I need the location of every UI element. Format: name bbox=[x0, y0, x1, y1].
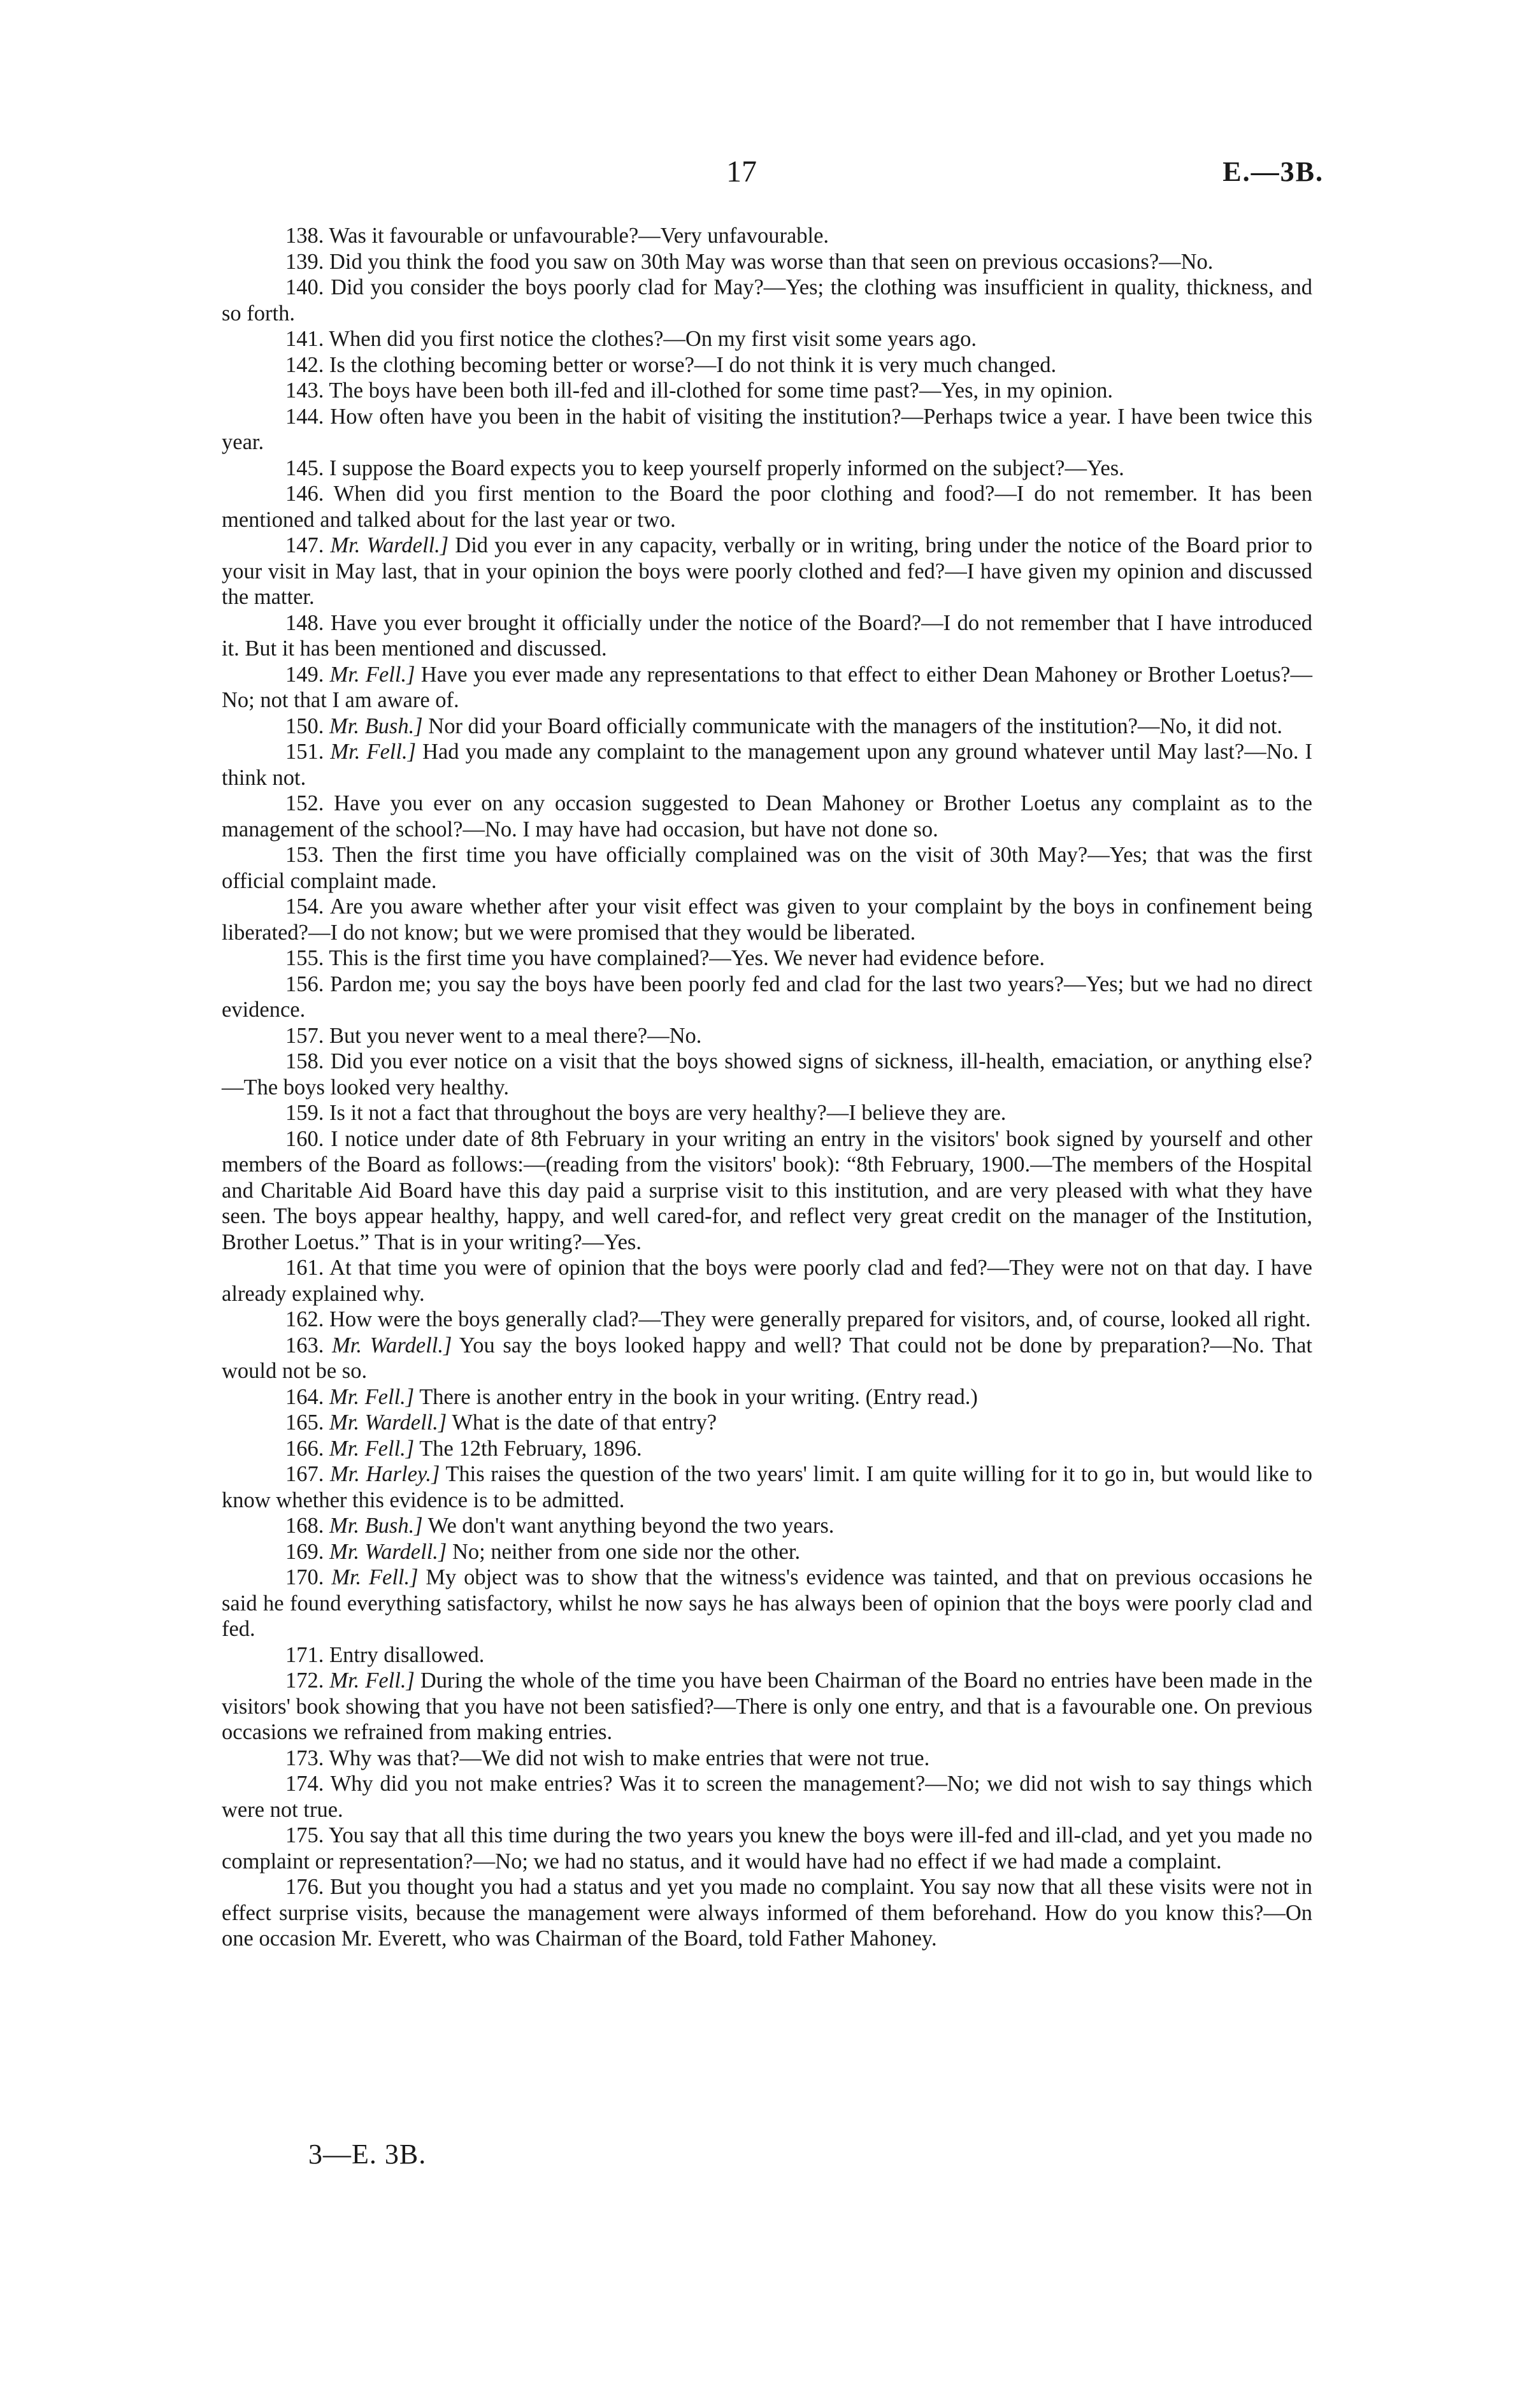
testimony-paragraph bbox=[222, 791, 1312, 842]
paragraph-text: There is another entry in the book in your writing. (Entry read.) bbox=[419, 1384, 978, 1409]
testimony-paragraph bbox=[222, 1668, 1312, 1745]
paragraph-number: 144. bbox=[285, 404, 324, 429]
paragraph-number: 173. bbox=[285, 1745, 324, 1770]
paragraph-text: I notice under date of 8th February in your writing an entry in the visitors' book signed by yourself and other members of the Board as follows:—(reading from the visitors' book): “8th February, 1900.—The members of the Hospital and Charitable Aid Board have this day paid a surprise visit to this institution, and are very pleased with what they have seen. The boys appear healthy, happy, and well cared-for, and reflect very great credit on the manager of the Institution, Brother Loetus.” That is in your writing?—Yes. bbox=[222, 1126, 1313, 1254]
speaker-name: Mr. Fell.] bbox=[331, 1565, 419, 1589]
paragraph-text: The 12th February, 1896. bbox=[419, 1436, 642, 1461]
paragraph-text: This raises the question of the two years' limit. I am quite willing for it to go in, but would like to know whether this evidence is to be admitted. bbox=[222, 1462, 1312, 1512]
paragraph-text: I suppose the Board expects you to keep yourself properly informed on the subject?—Yes. bbox=[329, 455, 1124, 480]
testimony-paragraph bbox=[222, 610, 1312, 662]
testimony-paragraph bbox=[222, 223, 1312, 249]
paragraph-text: When did you first notice the clothes?—On my first visit some years ago. bbox=[329, 327, 977, 351]
testimony-paragraph bbox=[222, 1126, 1312, 1256]
testimony-paragraph bbox=[222, 1023, 1312, 1049]
testimony-paragraph bbox=[222, 739, 1312, 791]
paragraph-text: Nor did your Board officially communicate with the managers of the institution?—No, it did not. bbox=[428, 713, 1283, 738]
testimony-paragraph bbox=[222, 1333, 1312, 1384]
paragraph-number: 159. bbox=[285, 1101, 324, 1125]
paragraph-text: During the whole of the time you have been Chairman of the Board no entries have been made in the visitors' book showing that you have not been satisfied?—There is only one entry, and that is a favourable one. On previous occasions we refrained from making entries. bbox=[222, 1668, 1313, 1744]
speaker-name: Mr. Fell.] bbox=[330, 740, 417, 764]
paragraph-text: Pardon me; you say the boys have been poorly fed and clad for the last two years?—Yes; but we had no direct evidence. bbox=[222, 971, 1313, 1022]
testimony-paragraph bbox=[222, 481, 1312, 533]
paragraph-number: 154. bbox=[285, 894, 324, 919]
testimony-paragraph bbox=[222, 1436, 1312, 1462]
speaker-name: Mr. Bush.] bbox=[329, 713, 423, 738]
paragraph-text: Why did you not make entries? Was it to screen the management?—No; we did not wish to say things which were not true. bbox=[222, 1772, 1312, 1822]
paragraph-text: Have you ever made any representations to that effect to either Dean Mahoney or Brother Loetus?—No; not that I am aware of. bbox=[222, 662, 1312, 712]
paragraph-number: 150. bbox=[285, 713, 324, 738]
paragraph-number: 155. bbox=[285, 946, 324, 970]
document-reference: E.—3B. bbox=[1222, 156, 1324, 187]
paragraph-text: This is the first time you have complained?—Yes. We never had evidence before. bbox=[329, 946, 1045, 970]
paragraph-number: 148. bbox=[285, 610, 324, 635]
testimony-paragraph bbox=[222, 249, 1312, 275]
paragraph-number: 152. bbox=[285, 791, 324, 815]
speaker-name: Mr. Wardell.] bbox=[332, 1333, 452, 1358]
testimony-paragraph bbox=[222, 1049, 1312, 1100]
speaker-name: Mr. Fell.] bbox=[329, 1668, 415, 1693]
paragraph-number: 149. bbox=[285, 662, 324, 687]
speaker-name: Mr. Bush.] bbox=[329, 1514, 423, 1538]
paragraph-text: But you never went to a meal there?—No. bbox=[329, 1023, 702, 1048]
speaker-name: Mr. Fell.] bbox=[329, 1384, 415, 1409]
paragraph-text: Have you ever brought it officially under the notice of the Board?—I do not remember that I have introduced it. But it has been mentioned and discussed. bbox=[222, 610, 1312, 661]
speaker-name: Mr. Wardell.] bbox=[329, 1410, 447, 1435]
paragraph-text: But you thought you had a status and yet you made no complaint. You say now that all these visits were not in effect surprise visits, because the management were always informed of them beforehand. How do you know this?—On one occasion Mr. Everett, who was Chairman of the Board, told Father Mahoney. bbox=[222, 1875, 1312, 1951]
sheet-signature: 3—E. 3B. bbox=[308, 2139, 427, 2170]
paragraph-number: 167. bbox=[285, 1462, 324, 1486]
paragraph-number: 146. bbox=[285, 482, 324, 506]
testimony-paragraph bbox=[222, 1565, 1312, 1642]
paragraph-text: The boys have been both ill-fed and ill-clothed for some time past?—Yes, in my opinion. bbox=[329, 378, 1113, 403]
paragraph-text: How were the boys generally clad?—They were generally prepared for visitors, and, of course, looked all right. bbox=[329, 1307, 1311, 1331]
page-header bbox=[0, 153, 1520, 204]
testimony-paragraph bbox=[222, 1307, 1312, 1333]
paragraph-number: 164. bbox=[285, 1384, 324, 1409]
paragraph-text: Did you ever notice on a visit that the boys showed signs of sickness, ill-health, emaciation, or anything else?—The boys looked very healthy. bbox=[222, 1049, 1312, 1100]
paragraph-number: 166. bbox=[285, 1436, 324, 1461]
paragraph-number: 170. bbox=[285, 1565, 324, 1589]
testimony-paragraph bbox=[222, 455, 1312, 482]
paragraph-text: Why was that?—We did not wish to make entries that were not true. bbox=[329, 1745, 930, 1770]
paragraph-text: Then the first time you have officially complained was on the visit of 30th May?—Yes; that was the first official complaint made. bbox=[222, 843, 1312, 893]
paragraph-number: 174. bbox=[285, 1772, 324, 1796]
testimony-paragraph bbox=[222, 842, 1312, 894]
paragraph-text: Had you made any complaint to the management upon any ground whatever until May last?—No. I think not. bbox=[222, 740, 1313, 790]
paragraph-text: Did you think the food you saw on 30th May was worse than that seen on previous occasions?—No. bbox=[329, 249, 1214, 274]
paragraph-number: 157. bbox=[285, 1023, 324, 1048]
testimony-paragraph bbox=[222, 1642, 1312, 1668]
paragraph-text: My object was to show that the witness's evidence was tainted, and that on previous occasions he said he found everything satisfactory, whilst he now says he has always been of opinion that the boys were poorly clad and fed. bbox=[222, 1565, 1313, 1641]
paragraph-text: Did you ever in any capacity, verbally or in writing, bring under the notice of the Board prior to your visit in May last, that in your opinion the boys were poorly clothed and fed?—I have given my opinion and discussed the matter. bbox=[222, 533, 1312, 609]
paragraph-number: 163. bbox=[285, 1333, 324, 1358]
paragraph-text: No; neither from one side nor the other. bbox=[452, 1539, 801, 1564]
testimony-paragraph bbox=[222, 713, 1312, 740]
paragraph-text: Did you consider the boys poorly clad for May?—Yes; the clothing was insufficient in quality, thickness, and so forth. bbox=[222, 275, 1313, 326]
paragraph-text: Have you ever on any occasion suggested to Dean Mahoney or Brother Loetus any complaint as to the management of the school?—No. I may have had occasion, but have not done so. bbox=[222, 791, 1312, 842]
paragraph-number: 169. bbox=[285, 1539, 324, 1564]
testimony-paragraph bbox=[222, 1384, 1312, 1410]
paragraph-number: 168. bbox=[285, 1514, 324, 1538]
paragraph-number: 143. bbox=[285, 378, 324, 403]
testimony-paragraph bbox=[222, 1823, 1312, 1874]
paragraph-text: Entry disallowed. bbox=[329, 1642, 485, 1667]
paragraph-number: 162. bbox=[285, 1307, 324, 1331]
paragraph-text: Is the clothing becoming better or worse?—I do not think it is very much changed. bbox=[329, 352, 1057, 377]
testimony-paragraph bbox=[222, 352, 1312, 378]
testimony-paragraph bbox=[222, 1410, 1312, 1436]
paragraph-text: You say that all this time during the two years you knew the boys were ill-fed and ill-clad, and yet you made no complaint or representation?—No; we had no status, and it would have had no effect if we had made a complaint. bbox=[222, 1823, 1312, 1874]
paragraph-number: 175. bbox=[285, 1823, 324, 1847]
paragraph-text: We don't want anything beyond the two years. bbox=[427, 1514, 835, 1538]
paragraph-number: 142. bbox=[285, 352, 324, 377]
paragraph-number: 156. bbox=[285, 971, 324, 996]
paragraph-number: 140. bbox=[285, 275, 324, 299]
speaker-name: Mr. Fell.] bbox=[329, 662, 415, 687]
paragraph-number: 139. bbox=[285, 249, 324, 274]
page-number: 17 bbox=[726, 155, 757, 189]
paragraph-text: Is it not a fact that throughout the boys are very healthy?—I believe they are. bbox=[329, 1101, 1007, 1125]
paragraph-number: 145. bbox=[285, 455, 324, 480]
paragraph-text: What is the date of that entry? bbox=[452, 1410, 717, 1435]
testimony-paragraph bbox=[222, 326, 1312, 352]
speaker-name: Mr. Wardell.] bbox=[330, 533, 449, 557]
testimony-paragraph bbox=[222, 1513, 1312, 1539]
testimony-paragraph bbox=[222, 1745, 1312, 1772]
testimony-paragraph bbox=[222, 971, 1312, 1023]
paragraph-number: 151. bbox=[285, 740, 324, 764]
speaker-name: Mr. Wardell.] bbox=[329, 1539, 447, 1564]
testimony-paragraph bbox=[222, 662, 1312, 713]
paragraph-number: 161. bbox=[285, 1256, 324, 1280]
testimony-paragraph bbox=[222, 378, 1312, 404]
paragraph-text: Was it favourable or unfavourable?—Very unfavourable. bbox=[329, 224, 829, 248]
paragraph-number: 153. bbox=[285, 843, 324, 867]
paragraph-text: How often have you been in the habit of visiting the institution?—Perhaps twice a year. I have been twice this year. bbox=[222, 404, 1312, 454]
testimony-paragraph bbox=[222, 1255, 1312, 1307]
testimony-paragraph bbox=[222, 1874, 1312, 1952]
testimony-paragraph bbox=[222, 533, 1312, 610]
paragraph-number: 165. bbox=[285, 1410, 324, 1435]
paragraph-number: 141. bbox=[285, 327, 324, 351]
testimony-paragraph bbox=[222, 275, 1312, 326]
paragraph-text: At that time you were of opinion that the boys were poorly clad and fed?—They were not on that day. I have already explained why. bbox=[222, 1256, 1312, 1306]
paragraph-text: You say the boys looked happy and well? That could not be done by preparation?—No. That would not be so. bbox=[222, 1333, 1312, 1383]
transcript-body bbox=[222, 223, 1312, 1952]
testimony-paragraph bbox=[222, 1539, 1312, 1565]
paragraph-number: 158. bbox=[285, 1049, 324, 1073]
testimony-paragraph bbox=[222, 945, 1312, 971]
paragraph-number: 160. bbox=[285, 1126, 324, 1151]
paragraph-number: 138. bbox=[285, 224, 324, 248]
testimony-paragraph bbox=[222, 1461, 1312, 1513]
speaker-name: Mr. Fell.] bbox=[329, 1436, 415, 1461]
paragraph-text: Are you aware whether after your visit effect was given to your complaint by the boys in confinement being liberated?—I do not know; but we were promised that they would be liberated. bbox=[222, 894, 1312, 945]
testimony-paragraph bbox=[222, 1771, 1312, 1823]
testimony-paragraph bbox=[222, 1100, 1312, 1126]
speaker-name: Mr. Harley.] bbox=[329, 1462, 440, 1486]
testimony-paragraph bbox=[222, 894, 1312, 945]
paragraph-number: 176. bbox=[285, 1875, 324, 1899]
testimony-paragraph bbox=[222, 404, 1312, 455]
paragraph-number: 171. bbox=[285, 1642, 324, 1667]
paragraph-text: When did you first mention to the Board the poor clothing and food?—I do not remember. It has been mentioned and talked about for the last year or two. bbox=[222, 482, 1312, 532]
paragraph-number: 172. bbox=[285, 1668, 324, 1693]
paragraph-number: 147. bbox=[285, 533, 324, 557]
